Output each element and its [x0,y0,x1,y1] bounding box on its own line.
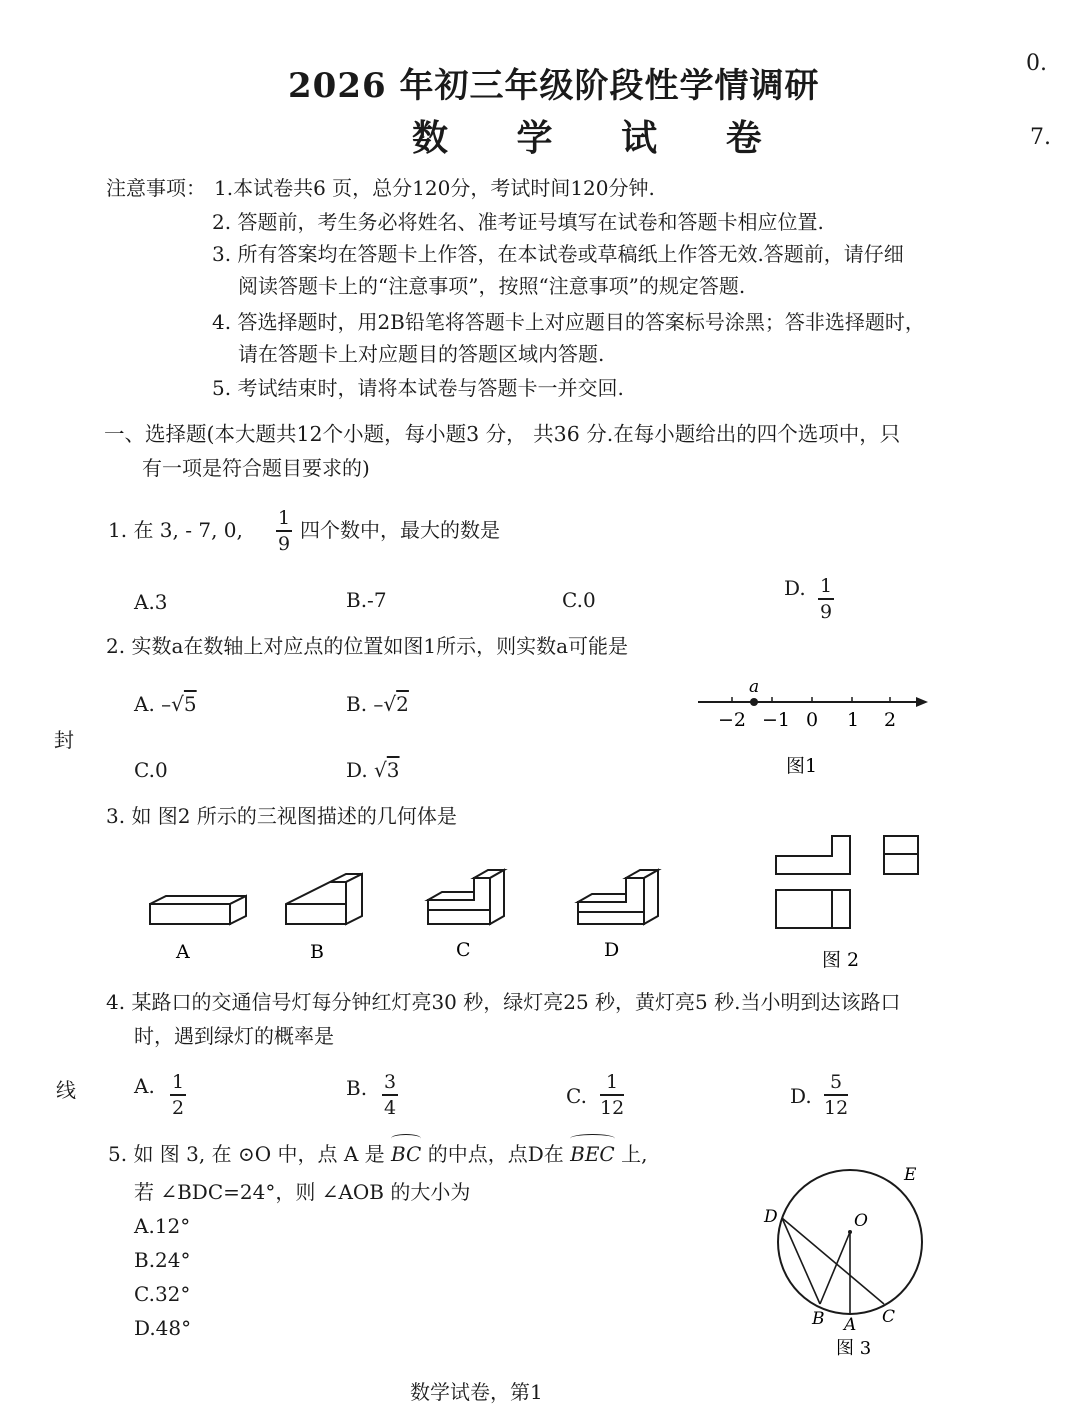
label-o: O [854,1211,868,1231]
solid-c-icon [428,870,504,924]
tick-label-neg2: −2 [718,709,747,731]
margin-mark-top: 0. [1026,51,1047,76]
segment-db [782,1218,820,1304]
page-footer: 数学试卷，第1 [410,1380,543,1404]
q4-option-b-fraction [382,1072,398,1118]
q4-d-num: 5 [830,1071,843,1093]
seal-mark: 封 [54,728,74,752]
figure-1-number-line [690,676,940,786]
notes-item-1: 1.本试卷共6 页，总分120分，考试时间120分钟. [214,176,655,200]
notes-item-5: 5. 考试结束时，请将本试卷与答题卡一并交回. [212,376,624,400]
q2-option-c: C.0 [134,758,168,782]
q2-d-radicand: 3 [386,758,400,782]
q5-arc-bc-label: BC [390,1142,422,1166]
q5-arc-bec [570,1140,615,1168]
q2-a-radicand: 5 [183,692,197,716]
label-d: D [764,1207,778,1227]
segment-ob [820,1232,850,1304]
q4-a-num: 1 [171,1071,185,1093]
q5-stem-line1 [108,1140,647,1168]
q5-option-a: A.12° [134,1214,191,1238]
q4-option-b-prefix: B. [346,1076,368,1100]
label-a: A [844,1315,857,1335]
tick-label-0: 0 [806,709,819,731]
q4-c-num: 1 [606,1071,619,1093]
notes-item-3-cont: 阅读答题卡上的“注意事项”，按照“注意事项”的规定答题. [238,274,746,298]
q4-stem-line2: 时，遇到绿灯的概率是 [134,1024,334,1048]
q1-option-b: B.-7 [346,588,387,612]
q4-b-den: 4 [383,1096,397,1119]
margin-mark-second: 7. [1030,125,1051,150]
q2-option-b [346,690,409,718]
number-line-arrow [916,697,928,707]
figure-3-caption: 图 3 [836,1338,872,1356]
tick-label-2: 2 [884,709,897,731]
q1-d-num: 1 [819,575,833,597]
solid-label-a: A [176,941,190,963]
point-a-label: a [749,677,760,697]
solid-a-icon [150,896,246,924]
q4-c-den: 12 [600,1096,625,1119]
q4-option-c-fraction [600,1072,624,1118]
q3-solids [130,860,690,970]
q4-option-a-prefix: A. [134,1074,155,1098]
q1-option-a: A.3 [134,590,168,614]
figure-1-caption: 图1 [786,755,818,777]
notes-item-2: 2. 答题前，考生务必将姓名、准考证号填写在试卷和答题卡相应位置. [212,210,824,234]
solid-label-c: C [456,939,471,961]
q4-option-d-fraction [824,1072,848,1118]
q1-stem-prefix: 1. 在 3, - 7, 0, [108,518,243,542]
q4-option-d-prefix: D. [790,1084,812,1108]
q1-frac-den: 9 [277,532,291,555]
q4-b-num: 3 [383,1071,397,1093]
label-e: E [904,1165,917,1185]
figure-2-caption: 图 2 [822,949,860,971]
center-point [848,1230,852,1234]
section-heading: 一、选择题(本大题共12个小题，每小题3 分， 共36 分.在每小题给出的四个选项中，只 [104,422,901,446]
line-mark: 线 [56,1078,76,1102]
q1-option-c: C.0 [562,588,596,612]
solid-d-icon [578,870,658,924]
q2-a-radical: √5 [171,692,197,716]
q2-option-d [346,756,400,784]
solid-label-b: B [310,941,324,963]
solid-label-d: D [604,939,620,961]
q5-option-b: B.24° [134,1248,191,1272]
notes-item-4-cont: 请在答题卡上对应题目的答题区域内答题. [238,342,605,366]
q1-option-d-prefix: D. [784,576,806,600]
q5-stem-b: 的中点，点D在 [427,1142,564,1166]
notes-lead: 注意事项： [106,176,206,200]
q2-a-prefix: A. – [134,692,172,716]
point-a [750,698,758,706]
solid-b-icon [286,874,362,924]
q2-stem: 2. 实数a在数轴上对应点的位置如图1所示，则实数a可能是 [106,634,629,658]
q5-option-d: D.48° [134,1316,192,1340]
q5-stem-a: 5. 如 图 3, 在 ⊙O 中，点 A 是 [108,1142,385,1166]
q2-b-radical: √2 [383,692,409,716]
side-view-icon [884,836,918,874]
q4-a-den: 2 [171,1096,185,1119]
exam-subtitle: 数 学 试 卷 [412,117,790,159]
tick-label-1: 1 [847,709,860,731]
label-c: C [882,1307,896,1327]
q1-fraction [276,508,292,554]
notes-item-4: 4. 答选择题时，用2B铅笔将答题卡上对应题目的答案标号涂黑；答非选择题时， [212,310,925,334]
q2-b-prefix: B. – [346,692,384,716]
q4-stem-line1: 4. 某路口的交通信号灯每分钟红灯亮30 秒，绿灯亮25 秒，黄灯亮5 秒.当小明到达该路口 [106,990,901,1014]
front-view-icon [776,836,850,874]
figure-2-three-views [764,826,934,976]
q5-option-c: C.32° [134,1282,191,1306]
section-heading-cont: 有一项是符合题目要求的) [142,456,370,480]
q5-stem-c: 上, [621,1142,648,1166]
tick-label-neg1: −1 [762,709,791,731]
q1-d-den: 9 [819,600,833,623]
q5-stem-line2: 若 ∠BDC=24°，则 ∠AOB 的大小为 [134,1180,471,1204]
q5-arc-bec-label: BEC [570,1142,615,1166]
q2-b-radicand: 2 [396,692,409,716]
q2-d-radical: √3 [374,758,400,782]
q4-d-den: 12 [824,1096,849,1119]
q5-arc-bc [391,1140,421,1168]
q2-option-a [134,690,197,718]
q1-option-d-fraction [818,576,834,622]
q1-frac-num: 1 [277,507,291,529]
q1-stem-suffix: 四个数中，最大的数是 [300,518,500,542]
notes-item-3: 3. 所有答案均在答题卡上作答，在本试卷或草稿纸上作答无效.答题前，请仔细 [212,242,904,266]
q4-option-a-fraction [170,1072,186,1118]
top-view-icon [776,890,850,928]
q3-stem: 3. 如 图2 所示的三视图描述的几何体是 [106,804,457,828]
q4-option-c-prefix: C. [566,1084,587,1108]
label-b: B [812,1309,825,1329]
figure-3-circle [760,1156,940,1356]
q2-d-prefix: D. [346,758,368,782]
exam-title: 2026 年初三年级阶段性学情调研 [288,66,820,106]
